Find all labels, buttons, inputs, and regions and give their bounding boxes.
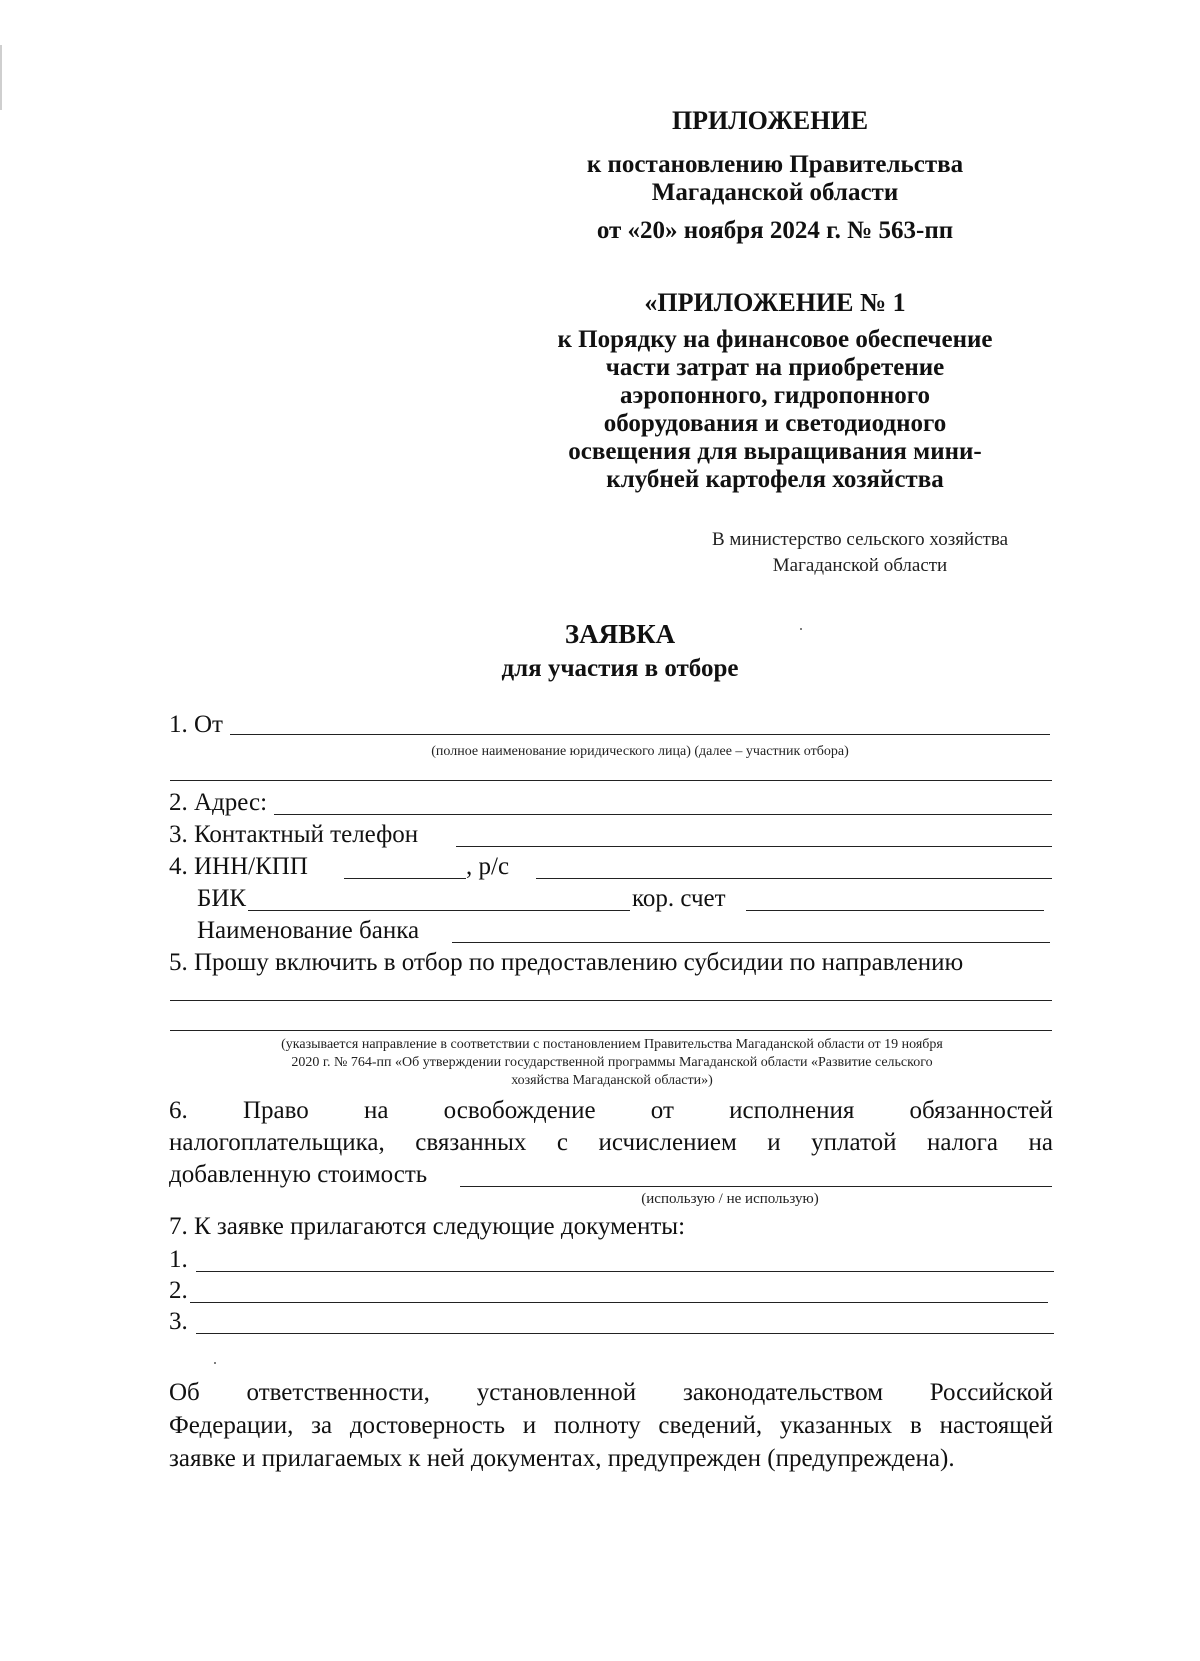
doc-field-2[interactable] xyxy=(190,1302,1048,1303)
bik-field[interactable] xyxy=(248,910,630,911)
appendix1-line-5: освещения для выращивания мини- xyxy=(568,438,982,465)
phone-field[interactable] xyxy=(456,846,1052,847)
scan-speck-2 xyxy=(214,1362,216,1364)
appendix-title: ПРИЛОЖЕНИЕ xyxy=(671,106,869,135)
item4-label: 4. ИНН/КПП xyxy=(169,853,308,880)
kor-field[interactable] xyxy=(746,910,1044,911)
responsibility-line-2: Федерации, за достоверность и полноту сведений, указанных в настоящей xyxy=(169,1412,1053,1439)
item1-field-continued[interactable] xyxy=(170,780,1052,781)
vat-field[interactable] xyxy=(460,1186,1052,1187)
item6-line-2: налогоплательщика, связанных с исчислением и уплатой налога на xyxy=(169,1129,1053,1156)
item6-line-3: добавленную стоимость xyxy=(169,1161,428,1188)
appendix1-title: «ПРИЛОЖЕНИЕ № 1 xyxy=(644,288,906,317)
doc-number-1: 1. xyxy=(169,1246,188,1273)
doc-number-3: 3. xyxy=(169,1308,188,1335)
item5-field-1[interactable] xyxy=(170,1000,1052,1001)
item2-label: 2. Адрес: xyxy=(169,789,268,816)
appendix1-line-6: клубней картофеля хозяйства xyxy=(606,466,944,493)
doc-number-2: 2. xyxy=(169,1277,188,1304)
item6-line-1: 6. Право на освобождение от исполнения обязанностей xyxy=(169,1097,1053,1124)
bank-label: Наименование банка xyxy=(197,917,420,944)
item5-hint-3: хозяйства Магаданской области») xyxy=(511,1073,713,1088)
responsibility-line-1: Об ответственности, установленной законодательством Российской xyxy=(169,1379,1053,1406)
item7-label: 7. К заявке прилагаются следующие документы: xyxy=(169,1213,686,1240)
appendix1-line-3: аэропонного, гидропонного xyxy=(620,382,930,409)
item1-field[interactable] xyxy=(230,734,1050,735)
doc-field-1[interactable] xyxy=(196,1271,1054,1272)
recipient-line-2: Магаданской области xyxy=(772,555,948,576)
item5-label: 5. Прошу включить в отбор по предоставлению субсидии по направлению xyxy=(169,949,964,976)
bank-field[interactable] xyxy=(452,942,1050,943)
item3-label: 3. Контактный телефон xyxy=(169,821,419,848)
inn-kpp-field[interactable] xyxy=(344,878,466,879)
form-title: ЗАЯВКА xyxy=(564,619,676,649)
item5-field-2[interactable] xyxy=(170,1030,1052,1031)
appendix-line-2: Магаданской области xyxy=(651,179,899,206)
form-subtitle: для участия в отборе xyxy=(501,655,739,682)
scan-edge-mark xyxy=(0,45,2,110)
appendix-line-1: к постановлению Правительства xyxy=(586,151,964,178)
address-field[interactable] xyxy=(274,814,1052,815)
bik-label: БИК xyxy=(197,885,247,912)
appendix1-line-2: части затрат на приобретение xyxy=(605,354,945,381)
appendix1-line-1: к Порядку на финансовое обеспечение xyxy=(557,326,993,353)
appendix1-line-4: оборудования и светодиодного xyxy=(603,410,947,437)
item1-hint: (полное наименование юридического лица) (далее – участник отбора) xyxy=(431,744,849,759)
item5-hint-2: 2020 г. № 764-пп «Об утверждении государственной программы Магаданской области «Развитие сельского xyxy=(291,1055,933,1070)
item1-label: 1. От xyxy=(169,711,223,738)
doc-field-3[interactable] xyxy=(196,1333,1054,1334)
responsibility-line-3: заявке и прилагаемых к ней документах, предупрежден (предупреждена). xyxy=(169,1445,955,1472)
kor-label: кор. счет xyxy=(632,885,726,912)
item6-hint: (использую / не использую) xyxy=(641,1191,819,1207)
recipient-line-1: В министерство сельского хозяйства xyxy=(711,529,1009,550)
appendix-line-3: от «20» ноября 2024 г. № 563-пп xyxy=(596,217,954,244)
item5-hint-1: (указывается направление в соответствии с постановлением Правительства Магаданской области от 19 ноября xyxy=(281,1037,943,1052)
rs-field[interactable] xyxy=(536,878,1052,879)
rs-label: , р/с xyxy=(466,853,510,880)
